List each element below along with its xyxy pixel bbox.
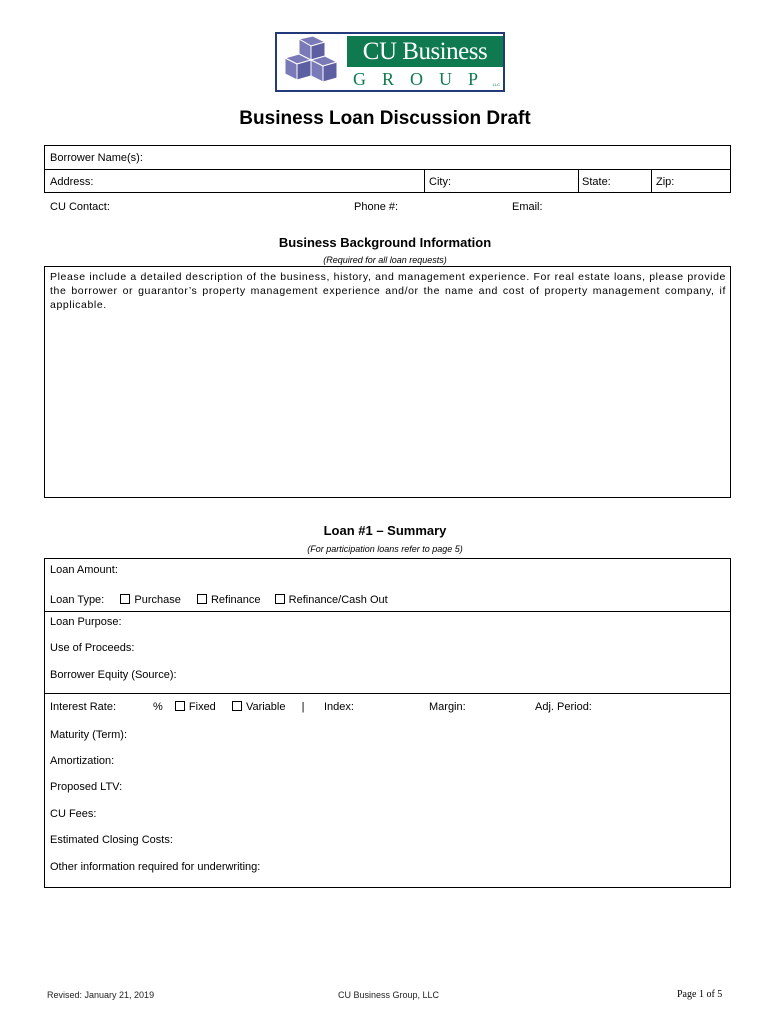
company-logo (275, 32, 505, 92)
variable-rate-checkbox[interactable] (232, 701, 242, 711)
footer-page-number: Page 1 of 5 (677, 989, 723, 1000)
background-section-title: Business Background Information (278, 235, 492, 250)
phone-field[interactable]: Phone #: (354, 201, 399, 213)
loan-amount-field[interactable]: Loan Amount: (50, 564, 118, 576)
refinance-cash-out-checkbox[interactable] (275, 594, 285, 604)
adj-period-field[interactable]: Adj. Period: (535, 701, 592, 713)
cu-contact-field[interactable]: CU Contact: (50, 201, 110, 213)
state-field[interactable]: State: (582, 176, 611, 188)
email-field[interactable]: Email: (512, 201, 543, 213)
background-instructions: Please include a detailed description of the business, history, and management experience. For real estate loans, please provide the borrower or guarantor’s property management experience and/or the name and cost of property management company, if applicable. (50, 271, 726, 311)
logo-text-llc: LLC (492, 82, 500, 87)
background-section-subtitle: (Required for all loan requests) (323, 255, 447, 265)
index-field[interactable]: Index: (324, 701, 354, 713)
rate-type-options (153, 701, 304, 713)
footer-revised-date: Revised: January 21, 2019 (47, 990, 155, 1000)
closing-costs-field[interactable]: Estimated Closing Costs: (50, 834, 173, 846)
borrower-name-field[interactable]: Borrower Name(s): (50, 152, 143, 164)
purchase-checkbox[interactable] (120, 594, 130, 604)
background-description-box[interactable] (44, 266, 731, 498)
borrower-equity-field[interactable]: Borrower Equity (Source): (50, 669, 177, 681)
fixed-option-label: Fixed (188, 701, 216, 713)
other-information-field[interactable]: Other information required for underwriting: (50, 861, 261, 873)
address-field[interactable]: Address: (50, 176, 94, 188)
city-field[interactable]: City: (429, 176, 451, 188)
borrower-table (44, 145, 731, 193)
loan-section-subtitle: (For participation loans refer to page 5) (307, 544, 463, 554)
loan-summary-table (44, 558, 731, 888)
maturity-field[interactable]: Maturity (Term): (50, 729, 127, 741)
page-title: Business Loan Discussion Draft (239, 108, 531, 129)
logo-text-cu-business: CU Business (347, 36, 503, 67)
interest-rate-field[interactable]: Interest Rate: (50, 701, 117, 713)
fixed-rate-checkbox[interactable] (175, 701, 185, 711)
margin-field[interactable]: Margin: (429, 701, 466, 713)
variable-option-label: Variable (245, 701, 286, 713)
proposed-ltv-field[interactable]: Proposed LTV: (50, 781, 123, 793)
logo-text-group: GROUP (353, 69, 495, 89)
rate-separator: | (301, 701, 305, 713)
cu-fees-field[interactable]: CU Fees: (50, 808, 97, 820)
zip-field[interactable]: Zip: (656, 176, 675, 188)
percent-sign: % (153, 701, 163, 713)
loan-type-row (50, 594, 388, 606)
use-of-proceeds-field[interactable]: Use of Proceeds: (50, 642, 135, 654)
cubes-logo-icon (279, 36, 347, 90)
refinance-option-label: Refinance (210, 594, 261, 606)
loan-purpose-field[interactable]: Loan Purpose: (50, 616, 122, 628)
footer-company: CU Business Group, LLC (338, 990, 440, 1000)
purchase-option-label: Purchase (134, 594, 181, 606)
refinance-cash-out-option-label: Refinance/Cash Out (288, 594, 388, 606)
loan-section-title: Loan #1 – Summary (323, 523, 447, 538)
refinance-checkbox[interactable] (197, 594, 207, 604)
amortization-field[interactable]: Amortization: (50, 755, 115, 767)
loan-type-label: Loan Type: (50, 594, 105, 606)
